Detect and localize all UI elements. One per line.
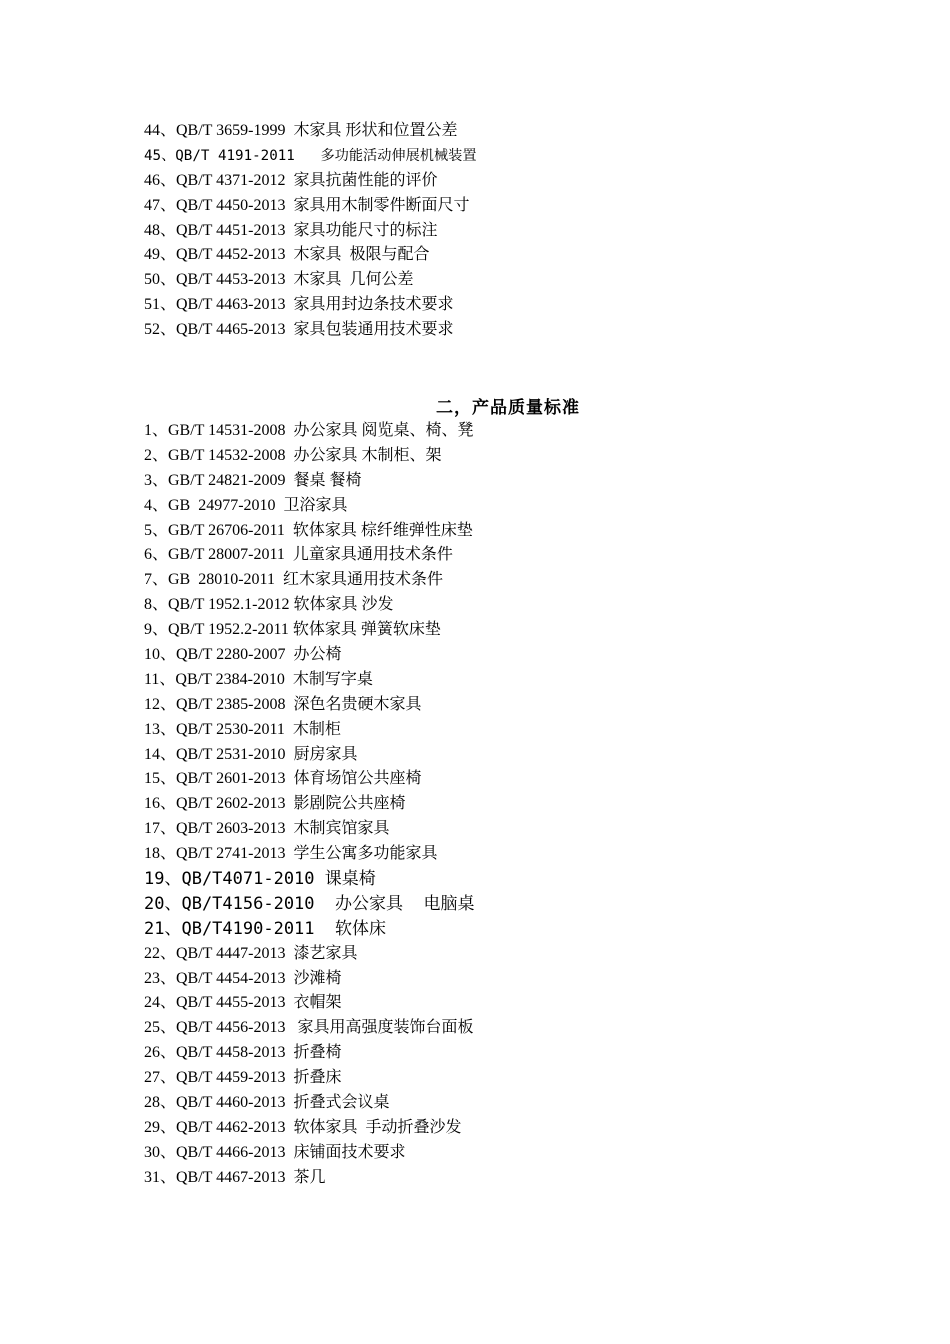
standard-list-item: 19、QB/T4071-2010 课桌椅 (144, 869, 376, 890)
standard-list-item: 17、QB/T 2603-2013 木制宾馆家具 (144, 820, 390, 838)
product-quality-standards-list (144, 419, 474, 1191)
standard-list-item: 1、GB/T 14531-2008 办公家具 阅览桌、椅、凳 (144, 422, 474, 439)
standard-list-item: 10、QB/T 2280-2007 办公椅 (144, 646, 342, 664)
standard-list-item: 7、GB 28010-2011 红木家具通用技术条件 (144, 571, 443, 589)
section-title: 二，产品质量标准 (436, 398, 580, 417)
standard-list-item: 51、QB/T 4463-2013 家具用封边条技术要求 (144, 296, 454, 314)
standard-list-item: 45、QB/T 4191-2011 多功能活动伸展机械装置 (144, 147, 477, 164)
standard-list-item: 21、QB/T4190-2011 软体床 (144, 918, 386, 939)
standard-list-item: 47、QB/T 4450-2013 家具用木制零件断面尺寸 (144, 196, 470, 214)
standard-list-item: 4、GB 24977-2010 卫浴家具 (144, 496, 348, 514)
standard-list-item: 27、QB/T 4459-2013 折叠床 (144, 1069, 342, 1087)
standard-list-item: 9、QB/T 1952.2-2011 软体家具 弹簧软床垫 (144, 621, 441, 639)
standard-list-item: 50、QB/T 4453-2013 木家具 几何公差 (144, 271, 414, 289)
standard-list-item: 22、QB/T 4447-2013 漆艺家具 (144, 944, 358, 962)
standard-list-item: 28、QB/T 4460-2013 折叠式会议桌 (144, 1094, 390, 1112)
standards-list-continued (144, 119, 477, 343)
standard-list-item: 3、GB/T 24821-2009 餐桌 餐椅 (144, 471, 362, 489)
standard-list-item: 23、QB/T 4454-2013 沙滩椅 (144, 969, 342, 987)
standard-list-item: 2、GB/T 14532-2008 办公家具 木制柜、架 (144, 446, 442, 464)
standard-list-item: 29、QB/T 4462-2013 软体家具 手动折叠沙发 (144, 1118, 462, 1136)
standard-list-item: 25、QB/T 4456-2013 家具用高强度装饰台面板 (144, 1019, 474, 1037)
standard-list-item: 16、QB/T 2602-2013 影剧院公共座椅 (144, 795, 406, 813)
standard-list-item: 8、QB/T 1952.1-2012 软体家具 沙发 (144, 596, 394, 614)
standard-list-item: 30、QB/T 4466-2013 床铺面技术要求 (144, 1143, 406, 1161)
standard-list-item: 12、QB/T 2385-2008 深色名贵硬木家具 (144, 695, 422, 713)
standard-list-item: 26、QB/T 4458-2013 折叠椅 (144, 1044, 342, 1062)
standard-list-item: 15、QB/T 2601-2013 体育场馆公共座椅 (144, 770, 422, 788)
standard-list-item: 20、QB/T4156-2010 办公家具 电脑桌 (144, 893, 475, 914)
standard-list-item: 44、QB/T 3659-1999 木家具 形状和位置公差 (144, 122, 458, 139)
standard-list-item: 24、QB/T 4455-2013 衣帽架 (144, 994, 342, 1012)
standard-list-item: 52、QB/T 4465-2013 家具包装通用技术要求 (144, 321, 454, 339)
standard-list-item: 5、GB/T 26706-2011 软体家具 棕纤维弹性床垫 (144, 521, 473, 539)
standard-list-item: 13、QB/T 2530-2011 木制柜 (144, 720, 341, 738)
standard-list-item: 11、QB/T 2384-2010 木制写字桌 (144, 670, 373, 688)
standard-list-item: 48、QB/T 4451-2013 家具功能尺寸的标注 (144, 221, 438, 239)
standard-list-item: 46、QB/T 4371-2012 家具抗菌性能的评价 (144, 171, 438, 189)
standard-list-item: 6、GB/T 28007-2011 儿童家具通用技术条件 (144, 546, 453, 564)
standard-list-item: 18、QB/T 2741-2013 学生公寓多功能家具 (144, 845, 438, 863)
standard-list-item: 31、QB/T 4467-2013 茶几 (144, 1168, 326, 1186)
standard-list-item: 49、QB/T 4452-2013 木家具 极限与配合 (144, 246, 430, 264)
standard-list-item: 14、QB/T 2531-2010 厨房家具 (144, 745, 358, 763)
